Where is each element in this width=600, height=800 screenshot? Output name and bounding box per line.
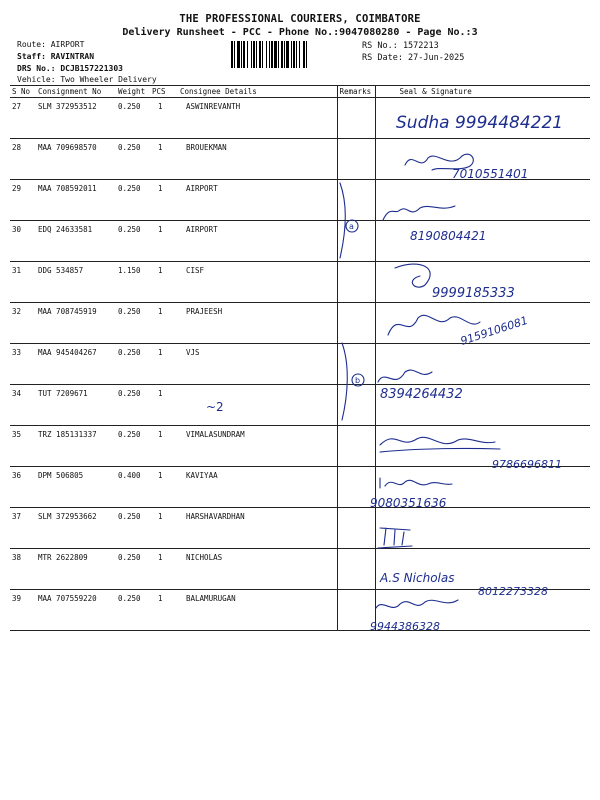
row-consignee: AIRPORT: [178, 180, 337, 221]
row-consignment: MAA 709698570: [36, 139, 116, 180]
phone-row-38: 8012273328: [478, 585, 548, 598]
table-row: [10, 98, 590, 139]
row-signature: [375, 426, 590, 467]
row-sno: 36: [10, 467, 36, 508]
table-row: [10, 508, 590, 549]
table-row: [10, 139, 590, 180]
row-consignee: VJS: [178, 344, 337, 385]
row-pcs: 1: [150, 139, 178, 180]
row-pcs: 1: [150, 508, 178, 549]
row-pcs: 1: [150, 590, 178, 631]
barcode-bar: [243, 41, 245, 68]
table-row: [10, 221, 590, 262]
row-consignee: NICHOLAS: [178, 549, 337, 590]
header-sno: S No: [10, 86, 36, 98]
row-consignee: KAVIYAA: [178, 467, 337, 508]
row-remarks: [337, 385, 375, 426]
row-weight: 0.250: [116, 98, 150, 139]
row-pcs: 1: [150, 467, 178, 508]
row-consignee: ASWINREVANTH: [178, 98, 337, 139]
header-weight: Weight: [116, 86, 150, 98]
row-remarks: [337, 98, 375, 139]
barcode-bar: [269, 41, 270, 68]
row-weight: 0.250: [116, 549, 150, 590]
table-row: [10, 590, 590, 631]
barcode-bar: [281, 41, 283, 68]
header-consignment: Consignment No: [36, 86, 116, 98]
barcode-bar: [306, 41, 307, 68]
barcode-bar: [241, 41, 242, 68]
row-pcs: 1: [150, 426, 178, 467]
phone-row-39: 9944386328: [370, 620, 440, 633]
row-pcs: 1: [150, 303, 178, 344]
row-consignee: [178, 385, 337, 426]
row-weight: 0.250: [116, 426, 150, 467]
mark-row-34: ~2: [206, 400, 224, 414]
barcode-bar: [237, 41, 240, 68]
row-weight: 1.150: [116, 262, 150, 303]
table-row: [10, 180, 590, 221]
row-remarks: [337, 303, 375, 344]
row-consignment: MAA 945404267: [36, 344, 116, 385]
row-consignee: VIMALASUNDRAM: [178, 426, 337, 467]
row-sno: 37: [10, 508, 36, 549]
name-row-38: A.S Nicholas: [380, 571, 455, 585]
row-signature: [375, 262, 590, 303]
row-sno: 29: [10, 180, 36, 221]
table-row: [10, 467, 590, 508]
row-sno: 34: [10, 385, 36, 426]
row-signature: [375, 221, 590, 262]
remark-mark: b: [355, 376, 361, 385]
barcode-bar: [299, 41, 300, 68]
row-signature: [375, 303, 590, 344]
row-sno: 38: [10, 549, 36, 590]
row-consignment: SLM 372953662: [36, 508, 116, 549]
barcode-bar: [296, 41, 297, 68]
row-weight: 0.250: [116, 385, 150, 426]
barcode-bar: [266, 41, 267, 68]
row-remarks: [337, 221, 375, 262]
row-consignment: MAA 707559220: [36, 590, 116, 631]
phone-row-30: 8190804421: [410, 229, 487, 243]
barcode-bar: [293, 41, 295, 68]
document-subtitle: Delivery Runsheet - PCC - Phone No.:9047080280 - Page No.:3: [122, 27, 478, 38]
row-weight: 0.250: [116, 139, 150, 180]
route-label: Route: AIRPORT: [17, 40, 85, 49]
row-weight: 0.250: [116, 590, 150, 631]
row-weight: 0.250: [116, 344, 150, 385]
phone-row-32: 9159106081: [458, 313, 530, 348]
row-consignee: BALAMURUGAN: [178, 590, 337, 631]
barcode-bar: [274, 41, 277, 68]
table-row: [10, 262, 590, 303]
row-consignee: BROUEKMAN: [178, 139, 337, 180]
row-sno: 27: [10, 98, 36, 139]
barcode-bar: [251, 41, 252, 68]
phone-row-36: 9080351636: [370, 496, 447, 510]
row-consignee: PRAJEESH: [178, 303, 337, 344]
barcode-bar: [256, 41, 257, 68]
barcode-image: [231, 41, 353, 68]
phone-row-34: 8394264432: [380, 387, 463, 402]
row-pcs: 1: [150, 385, 178, 426]
row-remarks: [337, 508, 375, 549]
row-consignment: MAA 708745919: [36, 303, 116, 344]
row-remarks: [337, 344, 375, 385]
row-remarks: [337, 262, 375, 303]
row-weight: 0.250: [116, 303, 150, 344]
header-remarks: Remarks: [337, 86, 375, 98]
phone-row-28: 7010551401: [452, 167, 529, 181]
row-pcs: 1: [150, 221, 178, 262]
row-signature: [375, 467, 590, 508]
table-row: [10, 549, 590, 590]
table-row: [10, 385, 590, 426]
row-sno: 35: [10, 426, 36, 467]
barcode-bar: [234, 41, 235, 68]
row-pcs: 1: [150, 262, 178, 303]
row-remarks: [337, 467, 375, 508]
row-pcs: 1: [150, 180, 178, 221]
staff-label: Staff: RAVINTRAN: [17, 52, 95, 61]
row-consignment: SLM 372953512: [36, 98, 116, 139]
row-consignment: DPM 506805: [36, 467, 116, 508]
signature-row-27: Sudha 9994484221: [396, 113, 564, 133]
barcode-bar: [271, 41, 273, 68]
table-header-row: [10, 86, 590, 98]
barcode-bar: [278, 41, 279, 68]
row-signature: [375, 508, 590, 549]
row-consignment: MTR 2622809: [36, 549, 116, 590]
row-weight: 0.250: [116, 508, 150, 549]
barcode-bar: [286, 41, 289, 68]
table-row: [10, 303, 590, 344]
row-consignee: AIRPORT: [178, 221, 337, 262]
barcode-bar: [284, 41, 285, 68]
table-row: [10, 344, 590, 385]
row-pcs: 1: [150, 98, 178, 139]
row-consignment: DDG 534857: [36, 262, 116, 303]
row-pcs: 1: [150, 344, 178, 385]
row-remarks: [337, 139, 375, 180]
row-signature: [375, 549, 590, 590]
remark-mark: a: [349, 222, 354, 231]
runsheet-table: [10, 85, 590, 631]
barcode-bar: [253, 41, 255, 68]
table-row: [10, 426, 590, 467]
row-remarks: [337, 180, 375, 221]
row-sno: 32: [10, 303, 36, 344]
row-signature: [375, 180, 590, 221]
row-consignment: MAA 708592011: [36, 180, 116, 221]
document-title: THE PROFESSIONAL COURIERS, COIMBATORE: [179, 13, 421, 25]
row-signature: [375, 98, 590, 139]
row-signature: [375, 385, 590, 426]
barcode-bar: [259, 41, 261, 68]
row-pcs: 1: [150, 549, 178, 590]
row-sno: 33: [10, 344, 36, 385]
row-signature: [375, 344, 590, 385]
drs-number: DRS No.: DCJB157221303: [17, 64, 123, 73]
vehicle-label: Vehicle: Two Wheeler Delivery: [17, 75, 157, 84]
barcode-bar: [247, 41, 248, 68]
row-sno: 30: [10, 221, 36, 262]
row-remarks: [337, 426, 375, 467]
barcode-bar: [231, 41, 233, 68]
header-signature: Seal & Signature: [375, 86, 590, 98]
row-signature: [375, 139, 590, 180]
row-consignment: TUT 7209671: [36, 385, 116, 426]
rs-date: RS Date: 27-Jun-2025: [362, 53, 465, 63]
row-consignee: CISF: [178, 262, 337, 303]
row-remarks: [337, 549, 375, 590]
phone-row-31: 9999185333: [432, 286, 515, 301]
row-consignment: EDQ 24633581: [36, 221, 116, 262]
row-signature: [375, 590, 590, 631]
barcode-bar: [262, 41, 263, 68]
header-consignee: Consignee Details: [178, 86, 337, 98]
row-weight: 0.250: [116, 180, 150, 221]
row-sno: 28: [10, 139, 36, 180]
row-sno: 39: [10, 590, 36, 631]
row-weight: 0.250: [116, 221, 150, 262]
row-consignment: TRZ 185131337: [36, 426, 116, 467]
row-remarks: [337, 590, 375, 631]
header-pcs: PCS: [150, 86, 178, 98]
phone-row-35: 9786696811: [492, 458, 562, 471]
barcode-bar: [303, 41, 305, 68]
barcode-bar: [291, 41, 292, 68]
row-sno: 31: [10, 262, 36, 303]
row-weight: 0.400: [116, 467, 150, 508]
rs-number: RS No.: 1572213: [362, 41, 439, 51]
row-consignee: HARSHAVARDHAN: [178, 508, 337, 549]
